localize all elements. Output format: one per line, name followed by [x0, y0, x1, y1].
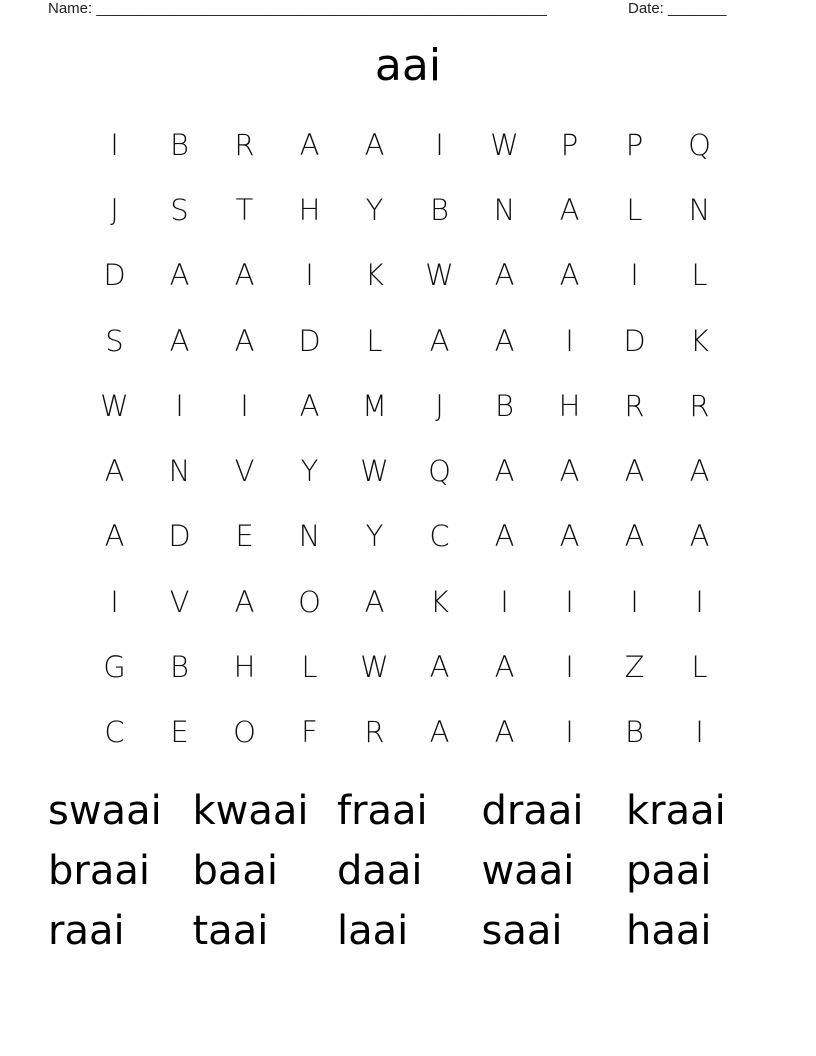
grid-cell[interactable]: A — [624, 454, 645, 489]
grid-cell[interactable]: B — [430, 192, 449, 227]
grid-cell[interactable]: A — [234, 258, 255, 293]
grid-cell[interactable]: W — [490, 127, 519, 162]
grid-cell[interactable]: A — [624, 519, 645, 554]
grid-cell[interactable]: K — [364, 258, 385, 293]
grid-cell[interactable]: A — [299, 388, 320, 423]
word-list-item: draai — [481, 788, 584, 834]
word-list-item: waai — [481, 848, 575, 894]
grid-cell[interactable]: K — [429, 584, 450, 619]
grid-cell[interactable]: S — [170, 192, 189, 227]
grid-cell[interactable]: L — [626, 192, 643, 227]
grid-cell[interactable]: E — [170, 715, 189, 750]
grid-cell[interactable]: D — [298, 323, 321, 358]
grid-cell[interactable]: D — [623, 323, 646, 358]
word-list-item: taai — [192, 908, 269, 954]
grid-cell[interactable]: I — [630, 258, 639, 293]
word-list — [48, 781, 768, 961]
word-list-item: kwaai — [192, 788, 309, 834]
date-field-label: Date: _______ — [628, 0, 727, 17]
grid-cell[interactable]: A — [429, 650, 450, 685]
grid-cell[interactable]: I — [565, 584, 574, 619]
grid-cell[interactable]: H — [233, 650, 256, 685]
grid-cell[interactable]: W — [100, 388, 129, 423]
header — [48, 0, 748, 20]
word-list-item: paai — [626, 848, 712, 894]
grid-cell[interactable]: H — [558, 388, 581, 423]
grid-cell[interactable]: V — [234, 454, 255, 489]
grid-cell[interactable]: A — [299, 127, 320, 162]
grid-cell[interactable]: L — [691, 258, 708, 293]
grid-cell[interactable]: Q — [428, 454, 451, 489]
word-list-item: braai — [48, 848, 150, 894]
grid-cell[interactable]: C — [104, 715, 125, 750]
grid-cell[interactable]: L — [301, 650, 318, 685]
grid-cell[interactable]: B — [170, 127, 189, 162]
grid-cell[interactable]: R — [689, 388, 710, 423]
grid-cell[interactable]: I — [240, 388, 249, 423]
grid-cell[interactable]: R — [364, 715, 385, 750]
grid-cell[interactable]: E — [235, 519, 254, 554]
grid-cell[interactable]: I — [695, 715, 704, 750]
grid-cell[interactable]: W — [360, 454, 389, 489]
grid-cell[interactable]: A — [559, 519, 580, 554]
grid-cell[interactable]: B — [495, 388, 514, 423]
grid-cell[interactable]: A — [559, 258, 580, 293]
grid-cell[interactable]: W — [360, 650, 389, 685]
word-list-item: fraai — [337, 788, 428, 834]
grid-cell[interactable]: H — [298, 192, 321, 227]
word-list-item: daai — [337, 848, 423, 894]
grid-cell[interactable]: P — [625, 127, 644, 162]
grid-cell[interactable]: I — [110, 127, 119, 162]
grid-cell[interactable]: I — [500, 584, 509, 619]
word-list-item: raai — [48, 908, 125, 954]
word-search-grid — [82, 112, 732, 765]
grid-cell[interactable]: A — [689, 519, 710, 554]
grid-cell[interactable]: A — [494, 715, 515, 750]
grid-cell[interactable]: N — [688, 192, 711, 227]
grid-cell[interactable]: A — [689, 454, 710, 489]
word-list-item: kraai — [626, 788, 726, 834]
grid-cell[interactable]: A — [234, 584, 255, 619]
grid-cell[interactable]: A — [494, 454, 515, 489]
grid-cell[interactable]: C — [429, 519, 450, 554]
grid-cell[interactable]: Q — [688, 127, 711, 162]
grid-cell[interactable]: D — [168, 519, 191, 554]
grid-cell[interactable]: N — [168, 454, 191, 489]
grid-cell[interactable]: O — [233, 715, 256, 750]
grid-cell[interactable]: A — [494, 650, 515, 685]
grid-cell[interactable]: B — [625, 715, 644, 750]
grid-cell[interactable]: A — [104, 454, 125, 489]
word-list-item: swaai — [48, 788, 162, 834]
grid-cell[interactable]: J — [435, 388, 444, 423]
name-field-label: Name: ______________________________________________________ — [48, 0, 547, 17]
grid-cell[interactable]: A — [429, 323, 450, 358]
grid-cell[interactable]: I — [695, 584, 704, 619]
grid-cell[interactable]: B — [170, 650, 189, 685]
grid-cell[interactable]: K — [689, 323, 710, 358]
grid-cell[interactable]: N — [493, 192, 516, 227]
grid-cell[interactable]: M — [361, 388, 388, 423]
grid-cell[interactable]: D — [103, 258, 126, 293]
grid-cell[interactable]: A — [494, 519, 515, 554]
grid-cell[interactable]: S — [105, 323, 124, 358]
grid-cell[interactable]: A — [559, 454, 580, 489]
grid-cell[interactable]: P — [560, 127, 579, 162]
grid-cell[interactable]: V — [169, 584, 190, 619]
word-list-item: laai — [337, 908, 409, 954]
grid-cell[interactable]: L — [691, 650, 708, 685]
grid-cell[interactable]: A — [104, 519, 125, 554]
grid-cell[interactable]: Z — [624, 650, 645, 685]
grid-cell[interactable]: A — [559, 192, 580, 227]
grid-cell[interactable]: Y — [300, 454, 319, 489]
grid-cell[interactable]: I — [110, 584, 119, 619]
grid-cell[interactable]: I — [565, 715, 574, 750]
grid-cell[interactable]: A — [234, 323, 255, 358]
page-title: aai — [374, 40, 442, 91]
grid-cell[interactable]: I — [305, 258, 314, 293]
grid-cell[interactable]: I — [435, 127, 444, 162]
grid-cell[interactable]: T — [235, 192, 254, 227]
word-list-item: saai — [481, 908, 563, 954]
grid-cell[interactable]: I — [630, 584, 639, 619]
grid-cell[interactable]: R — [624, 388, 645, 423]
grid-cell[interactable]: A — [169, 323, 190, 358]
grid-cell[interactable]: A — [494, 323, 515, 358]
grid-cell[interactable]: I — [565, 323, 574, 358]
grid-cell[interactable]: Y — [365, 519, 384, 554]
grid-cell[interactable]: R — [234, 127, 255, 162]
grid-cell[interactable]: I — [565, 650, 574, 685]
word-list-item: baai — [192, 848, 279, 894]
grid-cell[interactable]: Y — [365, 192, 384, 227]
grid-cell[interactable]: A — [364, 127, 385, 162]
grid-cell[interactable]: I — [175, 388, 184, 423]
grid-cell[interactable]: A — [169, 258, 190, 293]
word-list-item: haai — [626, 908, 712, 954]
grid-cell[interactable]: W — [425, 258, 454, 293]
grid-cell[interactable]: L — [366, 323, 383, 358]
grid-cell[interactable]: A — [429, 715, 450, 750]
grid-cell[interactable]: F — [301, 715, 318, 750]
grid-cell[interactable]: N — [298, 519, 321, 554]
grid-cell[interactable]: J — [110, 192, 119, 227]
grid-cell[interactable]: O — [298, 584, 321, 619]
grid-cell[interactable]: G — [103, 650, 126, 685]
grid-cell[interactable]: A — [494, 258, 515, 293]
grid-cell[interactable]: A — [364, 584, 385, 619]
